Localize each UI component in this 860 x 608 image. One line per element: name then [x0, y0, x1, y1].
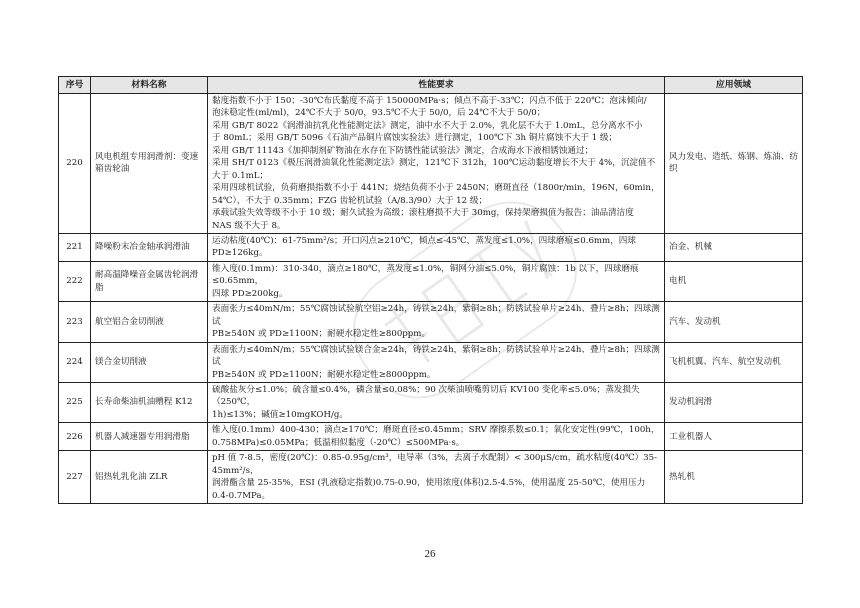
performance-line: 0.4-0.7MPa。 — [212, 490, 271, 501]
performance-line: 大于 0.1mL； — [212, 170, 269, 181]
table-row — [59, 261, 803, 301]
row-number: 222 — [59, 261, 91, 301]
performance-line: 锥入度(0.1mm)：310-340，滴点≥180℃，蒸发度≤1.0%，铜网分油≤5.0%，铜片腐蚀：1b 以下，四球磨痕≤0.65mm， — [212, 263, 639, 287]
performance-line: 于 80mL；采用 GB/T 5096《石油产品铜片腐蚀实验法》进行测定，100℃下 3h 铜片腐蚀不大于 1 级； — [212, 133, 618, 144]
performance-line: 54℃），不大于 0.35mm；FZG 齿轮机试验（A/8.3/90）大于 12 级； — [212, 195, 488, 206]
materials-table — [58, 76, 803, 504]
performance-line: 四球 PD≥200kg。 — [212, 288, 288, 299]
application-field: 飞机机翼、汽车、航空发动机 — [665, 342, 803, 382]
performance-requirements — [208, 261, 665, 301]
page-number: 26 — [424, 548, 436, 560]
header-performance: 性能要求 — [208, 77, 665, 94]
application-field: 冶金、机械 — [665, 233, 803, 261]
performance-line: 黏度指数不小于 150；-30℃布氏黏度不高于 150000MPa·s；倾点不高于-33℃；闪点不低于 220℃；泡沫倾向/ — [212, 96, 647, 106]
row-number: 225 — [59, 382, 91, 422]
performance-requirements — [208, 233, 665, 261]
performance-line: 泡沫稳定性(ml/ml)，24℃不大于 50/0，93.5℃不大于 50/0，后 24℃不大于 50/0； — [212, 108, 546, 119]
table-header-row — [59, 77, 803, 94]
performance-requirements — [208, 302, 665, 342]
table-row — [59, 94, 803, 234]
table-row — [59, 423, 803, 451]
table-row — [59, 451, 803, 504]
table-row — [59, 382, 803, 422]
header-application: 应用领域 — [665, 77, 803, 94]
performance-line: PB≥540N 或 PD≥1100N；耐硬水稳定性≥8000ppm。 — [212, 369, 436, 380]
performance-line: 采用 SH/T 0123《极压润滑油氧化性能测定法》测定，121℃下 312h，100℃运动黏度增长不大于 4%，沉淀值不 — [212, 158, 656, 169]
application-field: 热轧机 — [665, 451, 803, 504]
row-number: 221 — [59, 233, 91, 261]
performance-line: 采用 GB/T 8022《润滑油抗乳化性能测定法》测定，油中水不大于 2.0%，乳化层不大于 1.0mL，总分离水不小 — [212, 120, 643, 131]
performance-requirements — [208, 423, 665, 451]
material-name: 镁合金切削液 — [91, 342, 208, 382]
material-name: 风电机组专用润滑剂：变速箱齿轮油 — [91, 94, 208, 234]
application-field: 发动机润滑 — [665, 382, 803, 422]
row-number: 220 — [59, 94, 91, 234]
performance-line: 硫酸盐灰分≤1.0%；硫含量≤0.4%，磷含量≤0.08%；90 次柴油喷嘴剪切后 KV100 变化率≤5.0%；蒸发损失（250℃， — [212, 384, 640, 408]
performance-line: PB≥540N 或 PD≥1100N；耐硬水稳定性≥800ppm。 — [212, 329, 431, 340]
performance-line: 采用四球机试验，负荷磨损指数不小于 441N；烧结负荷不小于 2450N；磨斑直径（1800r/min，196N，60min， — [212, 183, 660, 194]
header-number: 序号 — [59, 77, 91, 94]
table-row — [59, 233, 803, 261]
material-name: 降噪粉末冶金轴承润滑油 — [91, 233, 208, 261]
material-name: 铝热轧乳化油 ZLR — [91, 451, 208, 504]
performance-line: 采用 GB/T 11143《加抑制剂矿物油在水存在下防锈性能试验法》测定，合成海水下液相锈蚀通过； — [212, 145, 594, 156]
performance-line: pH 值 7-8.5，密度(20℃)：0.85-0.95g/cm³，电导率（3%，去离子水配制）< 300μS/cm，疏水粘度(40℃）35-45mm²/s， — [212, 453, 658, 476]
table-row — [59, 342, 803, 382]
header-material-name: 材料名称 — [91, 77, 208, 94]
row-number: 224 — [59, 342, 91, 382]
performance-line: 0.758MPa)≤0.05MPa；低温相似黏度（-20℃）≤500MPa·s。 — [212, 437, 465, 448]
performance-line: 润滑酯含量 25-35%，ESI (乳液稳定指数)0.75-0.90，使用浓度(体积)2.5-4.5%，使用温度 25-50℃，使用压力 — [212, 478, 646, 489]
performance-requirements — [208, 382, 665, 422]
table-body — [59, 94, 803, 504]
performance-line: 1h)≤13%；碱值≥10mgKOH/g。 — [212, 409, 348, 420]
row-number: 223 — [59, 302, 91, 342]
application-field: 工业机器人 — [665, 423, 803, 451]
application-field: 汽车、发动机 — [665, 302, 803, 342]
performance-line: 锥入度(0.1mm）400-430；滴点≥170℃；磨斑直径≤0.45mm；SRV 摩擦系数≤0.1；氧化安定性(99℃，100h， — [212, 425, 660, 436]
application-field: 电机 — [665, 261, 803, 301]
material-name: 机器人减速器专用润滑脂 — [91, 423, 208, 451]
performance-line: 表面张力≤40mN/m；55℃腐蚀试验航空铝≥24h，铸铁≥24h，紫铜≥8h；防锈试验单片≥24h、叠片≥8h；四球测试 — [212, 304, 660, 327]
performance-line: 运动粘度(40℃)：61-75mm²/s；开口闪点≥210℃，倾点≤-45℃，蒸发度≤1.0%，四球磨痕≤0.6mm，四球 PD≥126kg。 — [212, 235, 636, 259]
row-number: 227 — [59, 451, 91, 504]
performance-requirements — [208, 94, 665, 234]
material-name: 耐高温降噪音金属齿轮润滑脂 — [91, 261, 208, 301]
performance-line: 表面张力≤40mN/m；55℃腐蚀试验镁合金≥24h，铸铁≥24h，紫铜≥8h；防锈试验单片≥24h、叠片≥8h；四球测试 — [212, 344, 660, 368]
row-number: 226 — [59, 423, 91, 451]
performance-requirements — [208, 342, 665, 382]
performance-line: 承载试验失效等级不小于 10 级；耐久试验为高级；滚柱磨损不大于 30mg，保持架磨损值为报告；油品清洁度 — [212, 208, 634, 219]
material-name: 长寿命柴油机油赠程 K12 — [91, 382, 208, 422]
performance-line: NAS 级不大于 8。 — [212, 220, 286, 231]
application-field: 风力发电、造纸、炼钢、炼油、纺织 — [665, 94, 803, 234]
material-name: 航空铝合金切削液 — [91, 302, 208, 342]
table-row — [59, 302, 803, 342]
performance-requirements — [208, 451, 665, 504]
